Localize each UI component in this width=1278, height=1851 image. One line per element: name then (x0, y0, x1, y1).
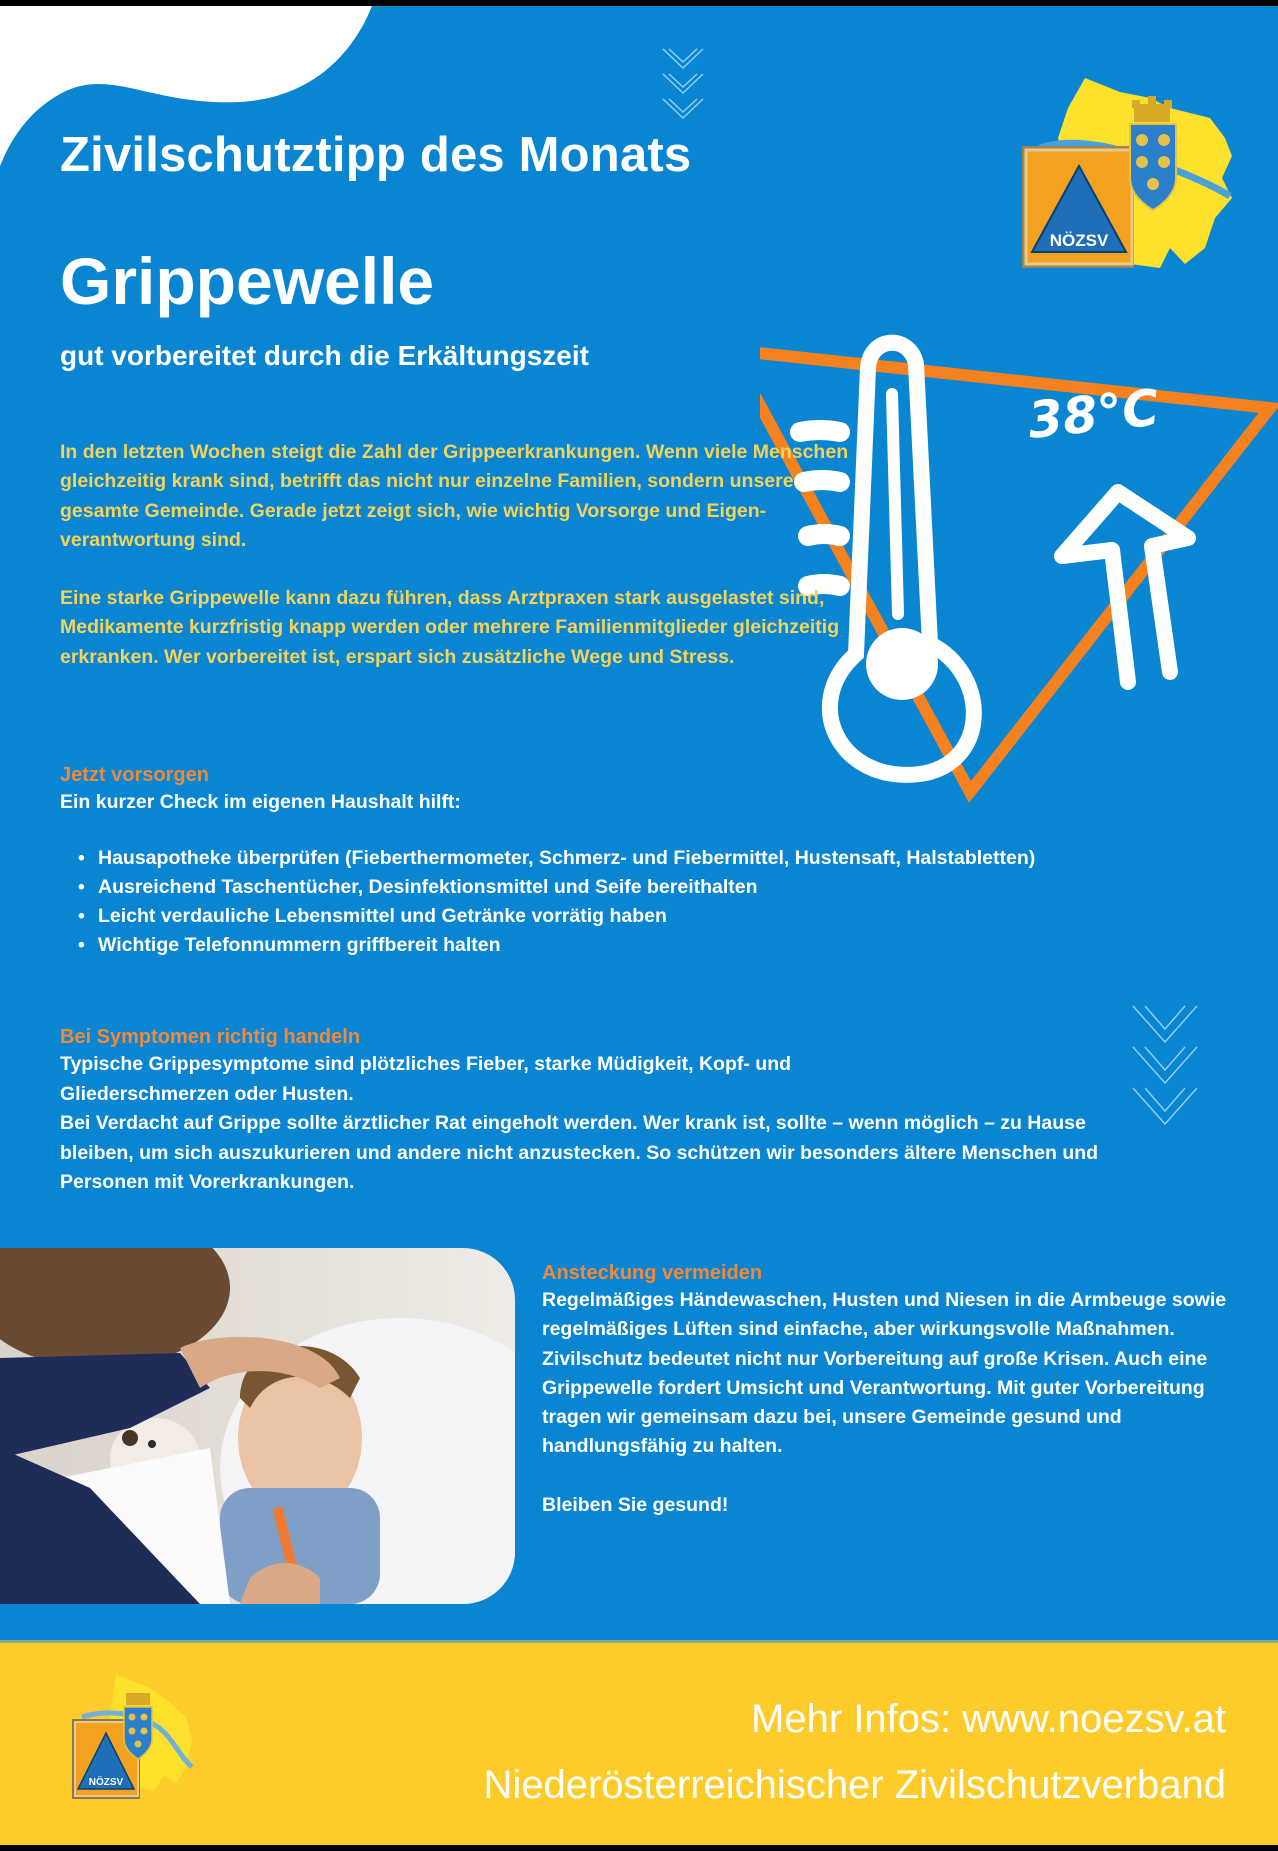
bullet-icon: • (78, 934, 85, 956)
section-symptome (60, 1024, 1120, 1198)
intro-paragraph: In den letzten Wochen steigt die Zahl der Grippeerkrankungen. Wenn viele Menschen gleichzeitig krank sind, betrifft das nicht nur einzelne Familien, sondern unsere gesamte Gemeinde. Gerade jetzt zeigt sich, wie wichtig Vorsorge und Eigen-verantwortung sind. (60, 441, 849, 551)
kicker-title: Zivilschutztipp des Monats (60, 128, 692, 182)
closing-text: Bleiben Sie gesund! (542, 1493, 729, 1516)
bullet-icon: • (78, 876, 85, 898)
sick-child-photo (0, 1248, 515, 1604)
intro-text (60, 438, 860, 701)
noezsv-logo-icon (1010, 68, 1250, 274)
section-paragraph: Regelmäßiges Händewaschen, Husten und Niesen in die Armbeuge sowie regelmäßiges Lüften sind einfache, aber wirkungsvolle Maßnahmen. (542, 1289, 1227, 1341)
list-item: • Leicht verdauliche Lebensmittel und Getränke vorrätig haben (98, 902, 1120, 931)
section-paragraph: Typische Grippesymptome sind plötzliches Fieber, starke Müdigkeit, Kopf- und Gliederschmerzen oder Husten. (60, 1053, 792, 1105)
intro-paragraph: Eine starke Grippewelle kann dazu führen, dass Arztpraxen stark ausgelastet sind, Medikamente kurzfristig knapp werden oder mehrere Familienmitglieder gleichzeitig erkranken. Wer vorbereitet ist, erspart sich zusätzliche Wege und Stress. (60, 587, 840, 668)
footer-organization: Niederösterreichischer Zivilschutzverband (483, 1763, 1226, 1807)
photo-illustration (0, 1248, 515, 1604)
list-item: • Hausapotheke überprüfen (Fieberthermometer, Schmerz- und Fiebermittel, Hustensaft, Halstabletten) (98, 844, 1120, 873)
section-heading: Bei Symptomen richtig handeln (60, 1026, 361, 1048)
section-heading: Jetzt vorsorgen (60, 764, 209, 786)
chevrons-down-icon (660, 46, 706, 126)
noezsv-logo-icon (68, 1671, 218, 1803)
section-vorsorgen (60, 762, 1120, 960)
checklist (60, 844, 1120, 960)
list-item: • Wichtige Telefonnummern griffbereit halten (98, 931, 1120, 960)
chevrons-down-icon (1130, 1002, 1200, 1132)
temperature-value: 38°C (1025, 378, 1162, 450)
logo-label: NÖZSV (1049, 231, 1109, 250)
section-ansteckung (542, 1260, 1232, 1520)
section-lead: Ein kurzer Check im eigenen Haushalt hilft: (60, 791, 461, 813)
section-paragraph: Zivilschutz bedeutet nicht nur Vorbereitung auf große Krisen. Auch eine Grippewelle fordert Umsicht und Verantwortung. Mit guter Vorbereitung tragen wir gemeinsam dazu bei, unsere Gemeinde gesund und handlungsfähig zu halten. (542, 1347, 1208, 1458)
poster (0, 6, 1278, 1845)
list-item: • Ausreichend Taschentücher, Desinfektionsmittel und Seife bereithalten (98, 873, 1120, 902)
section-heading: Ansteckung vermeiden (542, 1262, 763, 1284)
logo-label: NÖZSV (88, 1777, 124, 1788)
footer-info-link[interactable]: Mehr Infos: www.noezsv.at (751, 1697, 1226, 1741)
footer (0, 1640, 1278, 1845)
page-subtitle: gut vorbereitet durch die Erkältungszeit (60, 340, 589, 371)
section-paragraph: Bei Verdacht auf Grippe sollte ärztlicher Rat eingeholt werden. Wer krank ist, sollte – wenn möglich – zu Hause bleiben, um sich auszukurieren und andere nicht anzustecken. So schützen wir besonders ältere Menschen und Personen mit Vorerkrankungen. (60, 1112, 1099, 1193)
page-title: Grippewelle (60, 244, 435, 318)
bullet-icon: • (78, 905, 85, 927)
bullet-icon: • (78, 847, 85, 869)
